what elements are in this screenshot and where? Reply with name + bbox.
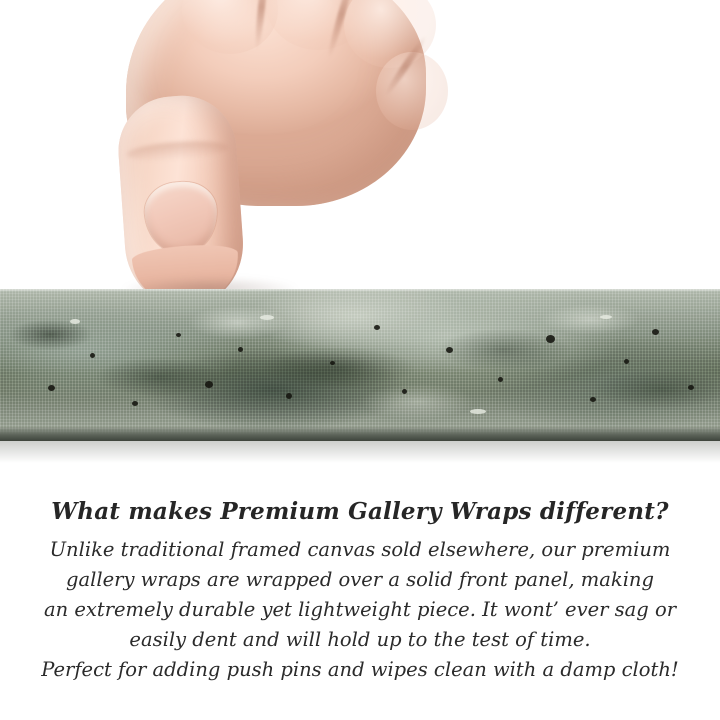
hand-photo-region bbox=[0, 0, 720, 300]
caption-line: easily dent and will hold up to the test of time. bbox=[129, 628, 591, 651]
finger-joint bbox=[126, 139, 229, 164]
caption-line: Unlike traditional framed canvas sold elsewhere, our premium bbox=[49, 538, 671, 561]
canvas-edge-strip bbox=[0, 289, 720, 441]
canvas-top-highlight bbox=[0, 289, 720, 292]
caption-body bbox=[0, 535, 720, 685]
canvas-specks bbox=[0, 289, 720, 441]
canvas-drop-shadow bbox=[0, 441, 720, 463]
hand bbox=[96, 0, 448, 300]
caption-block bbox=[0, 495, 720, 685]
canvas-bottom-edge bbox=[0, 427, 720, 441]
caption-line: gallery wraps are wrapped over a solid front panel, making bbox=[66, 568, 654, 591]
caption-heading: What makes Premium Gallery Wraps different? bbox=[51, 498, 669, 525]
caption-line: an extremely durable yet lightweight piece. It wont’ ever sag or bbox=[43, 598, 677, 621]
caption-line: Perfect for adding push pins and wipes clean with a damp cloth! bbox=[41, 658, 679, 681]
index-finger bbox=[115, 92, 247, 300]
